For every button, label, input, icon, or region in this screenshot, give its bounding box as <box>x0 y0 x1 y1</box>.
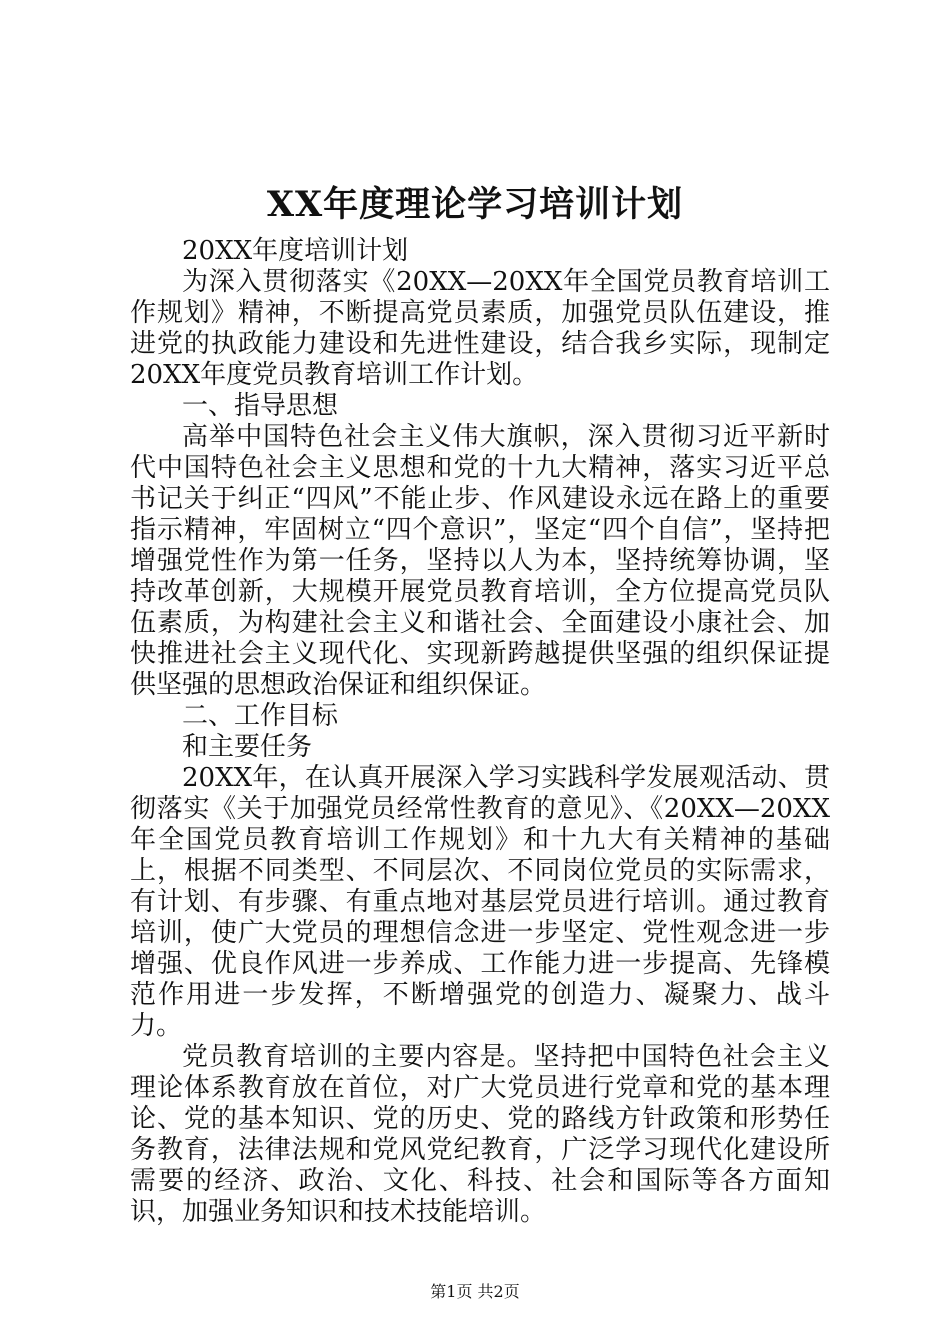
paragraph-work-goals: 20XX年，在认真开展深入学习实践科学发展观活动、贯彻落实《关于加强党员经常性教育的意见》、《20XX—20XX年全国党员教育培训工作规划》和十九大有关精神的基础上，根据不同类型、不同层次、不同岗位党员的实际需求，有计划、有步骤、有重点地对基层党员进行培训。通过教育培训，使广大党员的理想信念进一步坚定、党性观念进一步增强、优良作风进一步养成、工作能力进一步提高、先锋模范作用进一步发挥，不断增强党的创造力、凝聚力、战斗力。 <box>130 763 830 1041</box>
document-body <box>130 236 830 1228</box>
document-title: XX年度理论学习培训计划 <box>266 184 684 225</box>
paragraph-training-content: 党员教育培训的主要内容是。坚持把中国特色社会主义理论体系教育放在首位，对广大党员进行党章和党的基本理论、党的基本知识、党的历史、党的路线方针政策和形势任务教育，法律法规和党风党纪教育，广泛学习现代化建设所需要的经济、政治、文化、科技、社会和国际等各方面知识，加强业务知识和技术技能培训。 <box>130 1042 830 1227</box>
section-heading-work-goals: 二、工作目标 <box>182 701 339 731</box>
paragraph-intro: 为深入贯彻落实《20XX—20XX年全国党员教育培训工作规划》精神，不断提高党员素质，加强党员队伍建设，推进党的执政能力建设和先进性建设，结合我乡实际，现制定20XX年度党员教育培训工作计划。 <box>130 267 830 390</box>
paragraph-plan-heading: 20XX年度培训计划 <box>182 236 409 266</box>
page-footer: 第1页 共2页 <box>430 1282 520 1301</box>
paragraph-guiding-ideology: 高举中国特色社会主义伟大旗帜，深入贯彻习近平新时代中国特色社会主义思想和党的十九大精神，落实习近平总书记关于纠正“四风”不能止步、作风建设永远在路上的重要指示精神，牢固树立“四个意识”，坚定“四个自信”，坚持把增强党性作为第一任务，坚持以人为本，坚持统筹协调，坚持改革创新，大规模开展党员教育培训，全方位提高党员队伍素质，为构建社会主义和谐社会、全面建设小康社会、加快推进社会主义现代化、实现新跨越提供坚强的组织保证提供坚强的思想政治保证和组织保证。 <box>130 422 830 700</box>
section-heading-guiding-ideology: 一、指导思想 <box>182 391 339 421</box>
section-heading-main-tasks: 和主要任务 <box>182 732 313 762</box>
